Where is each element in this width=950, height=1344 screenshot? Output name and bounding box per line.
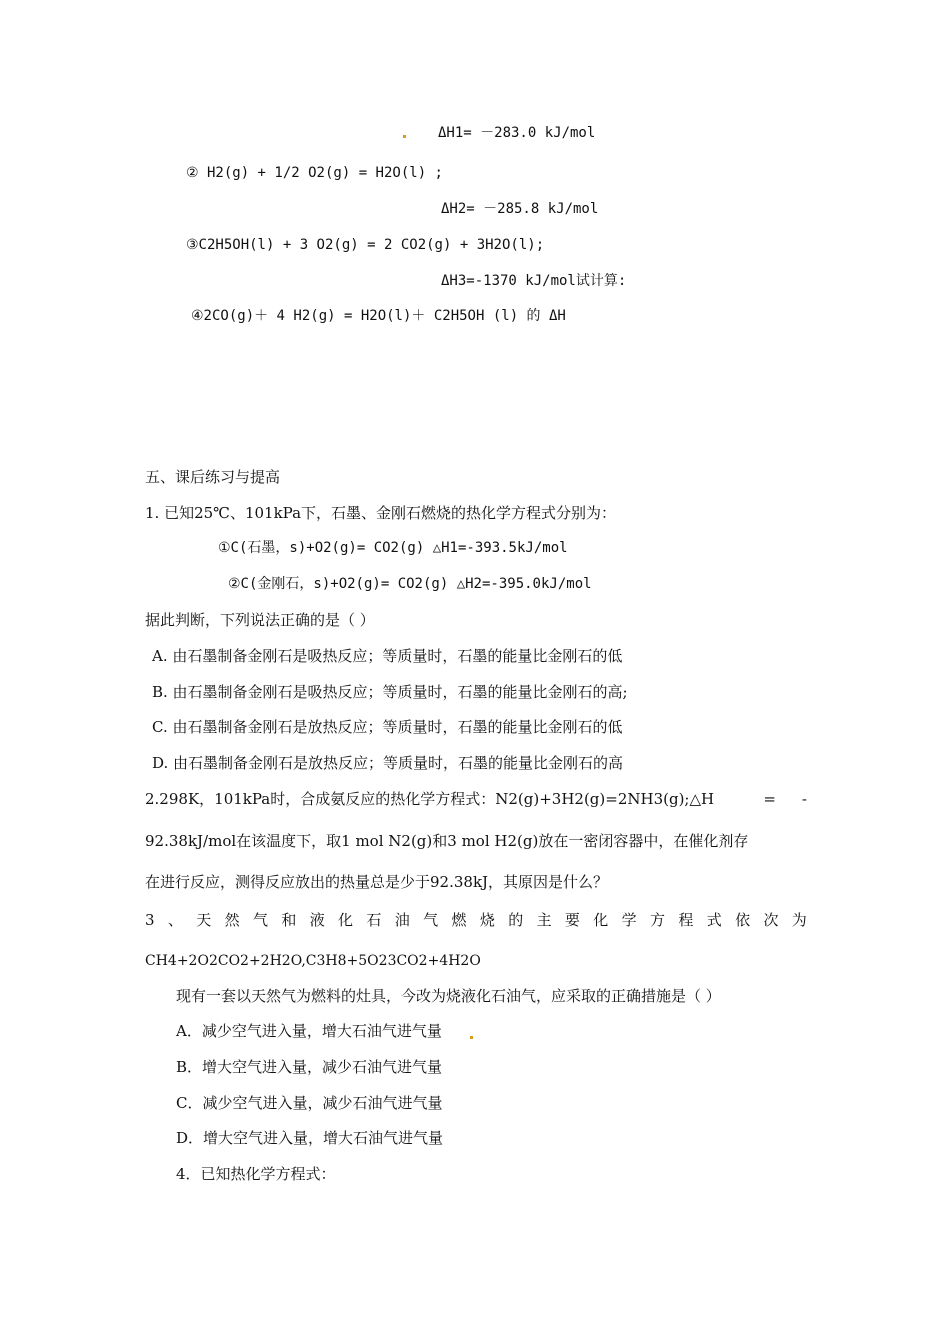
q2-line-2: 92.38kJ/mol在该温度下，取1 mol N2(g)和3 mol H2(g)放在一密闭容器中，在催化剂存 xyxy=(145,832,749,850)
decorative-dot xyxy=(470,1036,473,1039)
q3-char: 和 xyxy=(281,911,297,929)
q3-char: 学 xyxy=(621,911,637,929)
eq3-delta-h: ΔH3=-1370 kJ/mol试计算: xyxy=(441,273,627,289)
q3-prompt: 现有一套以天然气为燃料的灶具，今改为烧液化石油气，应采取的正确措施是（ ） xyxy=(176,987,721,1005)
q1-stem: 1. 已知25℃、101kPa下，石墨、金刚石燃烧的热化学方程式分别为： xyxy=(145,504,617,522)
q4-stem: 4．已知热化学方程式： xyxy=(176,1165,336,1183)
q3-char: 程 xyxy=(678,911,694,929)
q3-line-1 xyxy=(145,910,807,930)
q1-prompt: 据此判断，下列说法正确的是（ ） xyxy=(145,611,375,629)
q1-option-b: B. 由石墨制备金刚石是吸热反应；等质量时，石墨的能量比金刚石的高; xyxy=(152,683,628,701)
q3-char: 然 xyxy=(224,911,240,929)
decorative-dot xyxy=(403,135,406,138)
q3-option-b: B．增大空气进入量，减少石油气进气量 xyxy=(176,1058,443,1076)
q3-char: 3 xyxy=(145,911,155,929)
q3-option-d: D．增大空气进入量，增大石油气进气量 xyxy=(176,1129,444,1147)
q3-char: 气 xyxy=(252,911,268,929)
q2-line-1-text: 2.298K，101kPa时，合成氨反应的热化学方程式：N2(g)+3H2(g)=2NH3(g);△H xyxy=(145,790,715,808)
q1-equation-2: ②C(金刚石，s)+O2(g)= CO2(g) △H2=-395.0kJ/mol xyxy=(228,576,592,592)
q3-char: 依 xyxy=(735,911,751,929)
eq3: ③C2H5OH(l) + 3 O2(g) = 2 CO2(g) + 3H2O(l); xyxy=(186,237,545,253)
q3-line-2: CH4+2O2CO2+2H2O,C3H8+5O23CO2+4H2O xyxy=(145,953,481,969)
q3-char: 液 xyxy=(309,911,325,929)
q3-char: 燃 xyxy=(451,911,467,929)
q3-option-a: A．减少空气进入量，增大石油气进气量 xyxy=(176,1022,442,1040)
q3-char: 、 xyxy=(167,911,183,929)
q2-line-3: 在进行反应，测得反应放出的热量总是少于92.38kJ，其原因是什么？ xyxy=(145,873,609,891)
q3-char: 化 xyxy=(593,911,609,929)
eq4: ④2CO(g)＋ 4 H2(g) = H2O(l)＋ C2H5OH (l) 的 ΔH xyxy=(191,308,566,324)
q1-option-c: C. 由石墨制备金刚石是放热反应；等质量时，石墨的能量比金刚石的低 xyxy=(152,718,623,736)
q2-line-1-minus: - xyxy=(801,790,807,808)
q3-char: 油 xyxy=(394,911,410,929)
q3-char: 石 xyxy=(366,911,382,929)
q3-char: 的 xyxy=(508,911,524,929)
q3-char: 方 xyxy=(650,911,666,929)
q3-char: 式 xyxy=(706,911,722,929)
q3-char: 烧 xyxy=(479,911,495,929)
eq1-delta-h: ΔH1= －283.0 kJ/mol xyxy=(438,125,596,141)
q1-equation-1: ①C(石墨，s)+O2(g)= CO2(g) △H1=-393.5kJ/mol xyxy=(218,540,568,556)
section-title: 五、课后练习与提高 xyxy=(145,468,281,486)
q2-line-1-equals: = xyxy=(763,790,776,808)
q2-line-1 xyxy=(145,789,807,809)
q3-char: 要 xyxy=(564,911,580,929)
q3-char: 天 xyxy=(196,911,212,929)
q3-option-c: C．减少空气进入量，减少石油气进气量 xyxy=(176,1094,443,1112)
q3-char: 气 xyxy=(423,911,439,929)
q1-option-a: A. 由石墨制备金刚石是吸热反应；等质量时，石墨的能量比金刚石的低 xyxy=(152,647,623,665)
eq2-delta-h: ΔH2= －285.8 kJ/mol xyxy=(441,201,599,217)
q3-char: 主 xyxy=(536,911,552,929)
q3-char: 次 xyxy=(763,911,779,929)
q3-char: 化 xyxy=(338,911,354,929)
q1-option-d: D. 由石墨制备金刚石是放热反应；等质量时，石墨的能量比金刚石的高 xyxy=(152,754,624,772)
eq2: ② H2(g) + 1/2 O2(g) = H2O(l) ; xyxy=(186,165,443,181)
q3-char: 为 xyxy=(791,911,807,929)
